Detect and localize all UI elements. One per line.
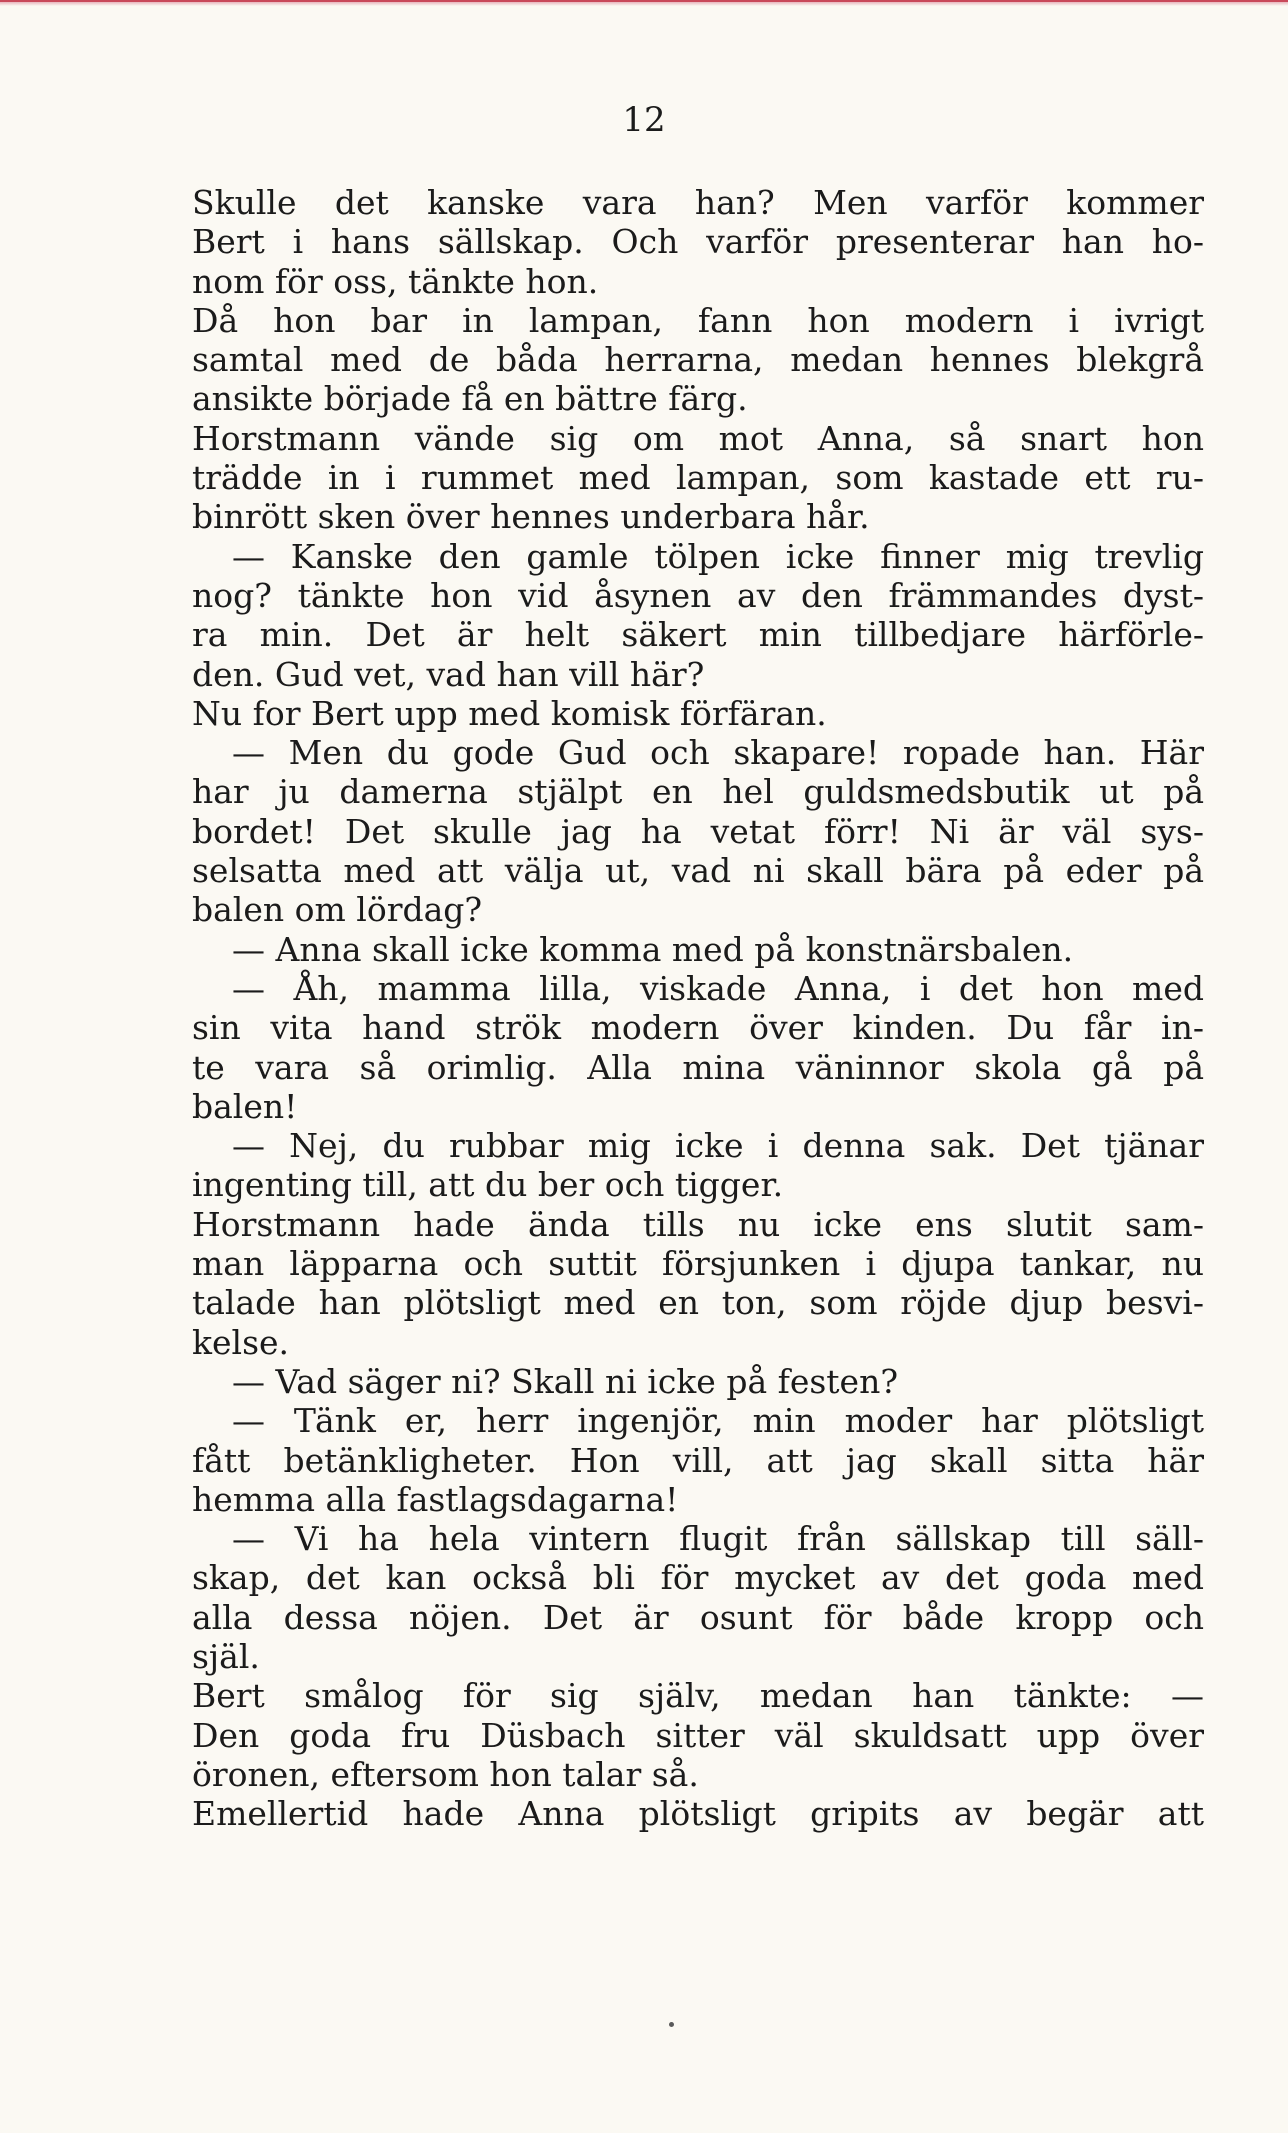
text-line: selsatta med att välja ut, vad ni skall bära på eder på (192, 851, 1204, 891)
text-line: Skulle det kanske vara han? Men varför kommer (192, 183, 1204, 222)
text-line: balen! (192, 1086, 298, 1126)
text-line: Nu for Bert upp med komisk förfäran. (192, 693, 827, 733)
text-line: ingenting till, att du ber och tigger. (192, 1165, 784, 1205)
text-line: Då hon bar in lampan, fann hon modern i ivrigt (192, 300, 1204, 340)
text-line: balen om lördag? (192, 890, 483, 930)
body-text (192, 183, 1204, 1833)
text-line: Bert smålog för sig själv, medan han tänkte: — (192, 1676, 1204, 1716)
text-line: öronen, eftersom hon talar så. (192, 1754, 699, 1794)
text-line: Den goda fru Düsbach sitter väl skuldsatt upp över (192, 1715, 1204, 1755)
top-edge-rule (0, 0, 1288, 6)
text-line: binrött sken över hennes underbara hår. (192, 497, 870, 537)
text-line: nog? tänkte hon vid åsynen av den främmandes dyst- (192, 575, 1204, 615)
text-line: — Tänk er, herr ingenjör, min moder har plötsligt (232, 1401, 1204, 1441)
ink-speck (669, 2022, 674, 2027)
text-line: te vara så orimlig. Alla mina väninnor skola gå på (192, 1047, 1204, 1087)
text-line: man läpparna och suttit försjunken i djupa tankar, nu (192, 1244, 1204, 1284)
text-line: den. Gud vet, vad han vill här? (192, 654, 705, 694)
page-number: 12 (622, 100, 666, 140)
text-line: — Anna skall icke komma med på konstnärsbalen. (232, 929, 1074, 969)
text-line: trädde in i rummet med lampan, som kastade ett ru- (192, 458, 1204, 498)
text-line: Emellertid hade Anna plötsligt gripits av begär att (192, 1794, 1204, 1834)
text-line: har ju damerna stjälpt en hel guldsmedsbutik ut på (192, 772, 1204, 812)
text-line: skap, det kan också bli för mycket av det goda med (192, 1558, 1204, 1598)
text-line: Horstmann hade ända tills nu icke ens slutit sam- (192, 1204, 1204, 1244)
text-line: — Åh, mamma lilla, viskade Anna, i det hon med (232, 968, 1204, 1008)
text-line: Horstmann vände sig om mot Anna, så snart hon (192, 418, 1204, 458)
text-line: — Vad säger ni? Skall ni icke på festen? (232, 1361, 899, 1401)
text-line: alla dessa nöjen. Det är osunt för både kropp och (192, 1597, 1204, 1637)
text-line: ansikte började få en bättre färg. (192, 379, 748, 419)
text-line: — Nej, du rubbar mig icke i denna sak. Det tjänar (232, 1126, 1204, 1166)
text-line: samtal med de båda herrarna, medan hennes blekgrå (192, 340, 1204, 380)
text-line: bordet! Det skulle jag ha vetat förr! Ni är väl sys- (192, 811, 1204, 851)
text-line: — Vi ha hela vintern flugit från sällskap till säll- (232, 1519, 1204, 1559)
text-line: själ. (192, 1636, 260, 1676)
text-line: fått betänkligheter. Hon vill, att jag skall sitta här (192, 1440, 1204, 1480)
text-line: Bert i hans sällskap. Och varför presenterar han ho- (192, 222, 1204, 262)
text-line: — Men du gode Gud och skapare! ropade han. Här (232, 733, 1204, 773)
text-line: — Kanske den gamle tölpen icke finner mig trevlig (232, 536, 1204, 576)
text-line: hemma alla fastlagsdagarna! (192, 1479, 679, 1519)
text-line: nom för oss, tänkte hon. (192, 261, 599, 301)
text-line: sin vita hand strök modern över kinden. Du får in- (192, 1008, 1204, 1048)
text-line: talade han plötsligt med en ton, som röjde djup besvi- (192, 1283, 1204, 1323)
text-line: kelse. (192, 1322, 290, 1362)
text-line: ra min. Det är helt säkert min tillbedjare härförle- (192, 615, 1204, 655)
